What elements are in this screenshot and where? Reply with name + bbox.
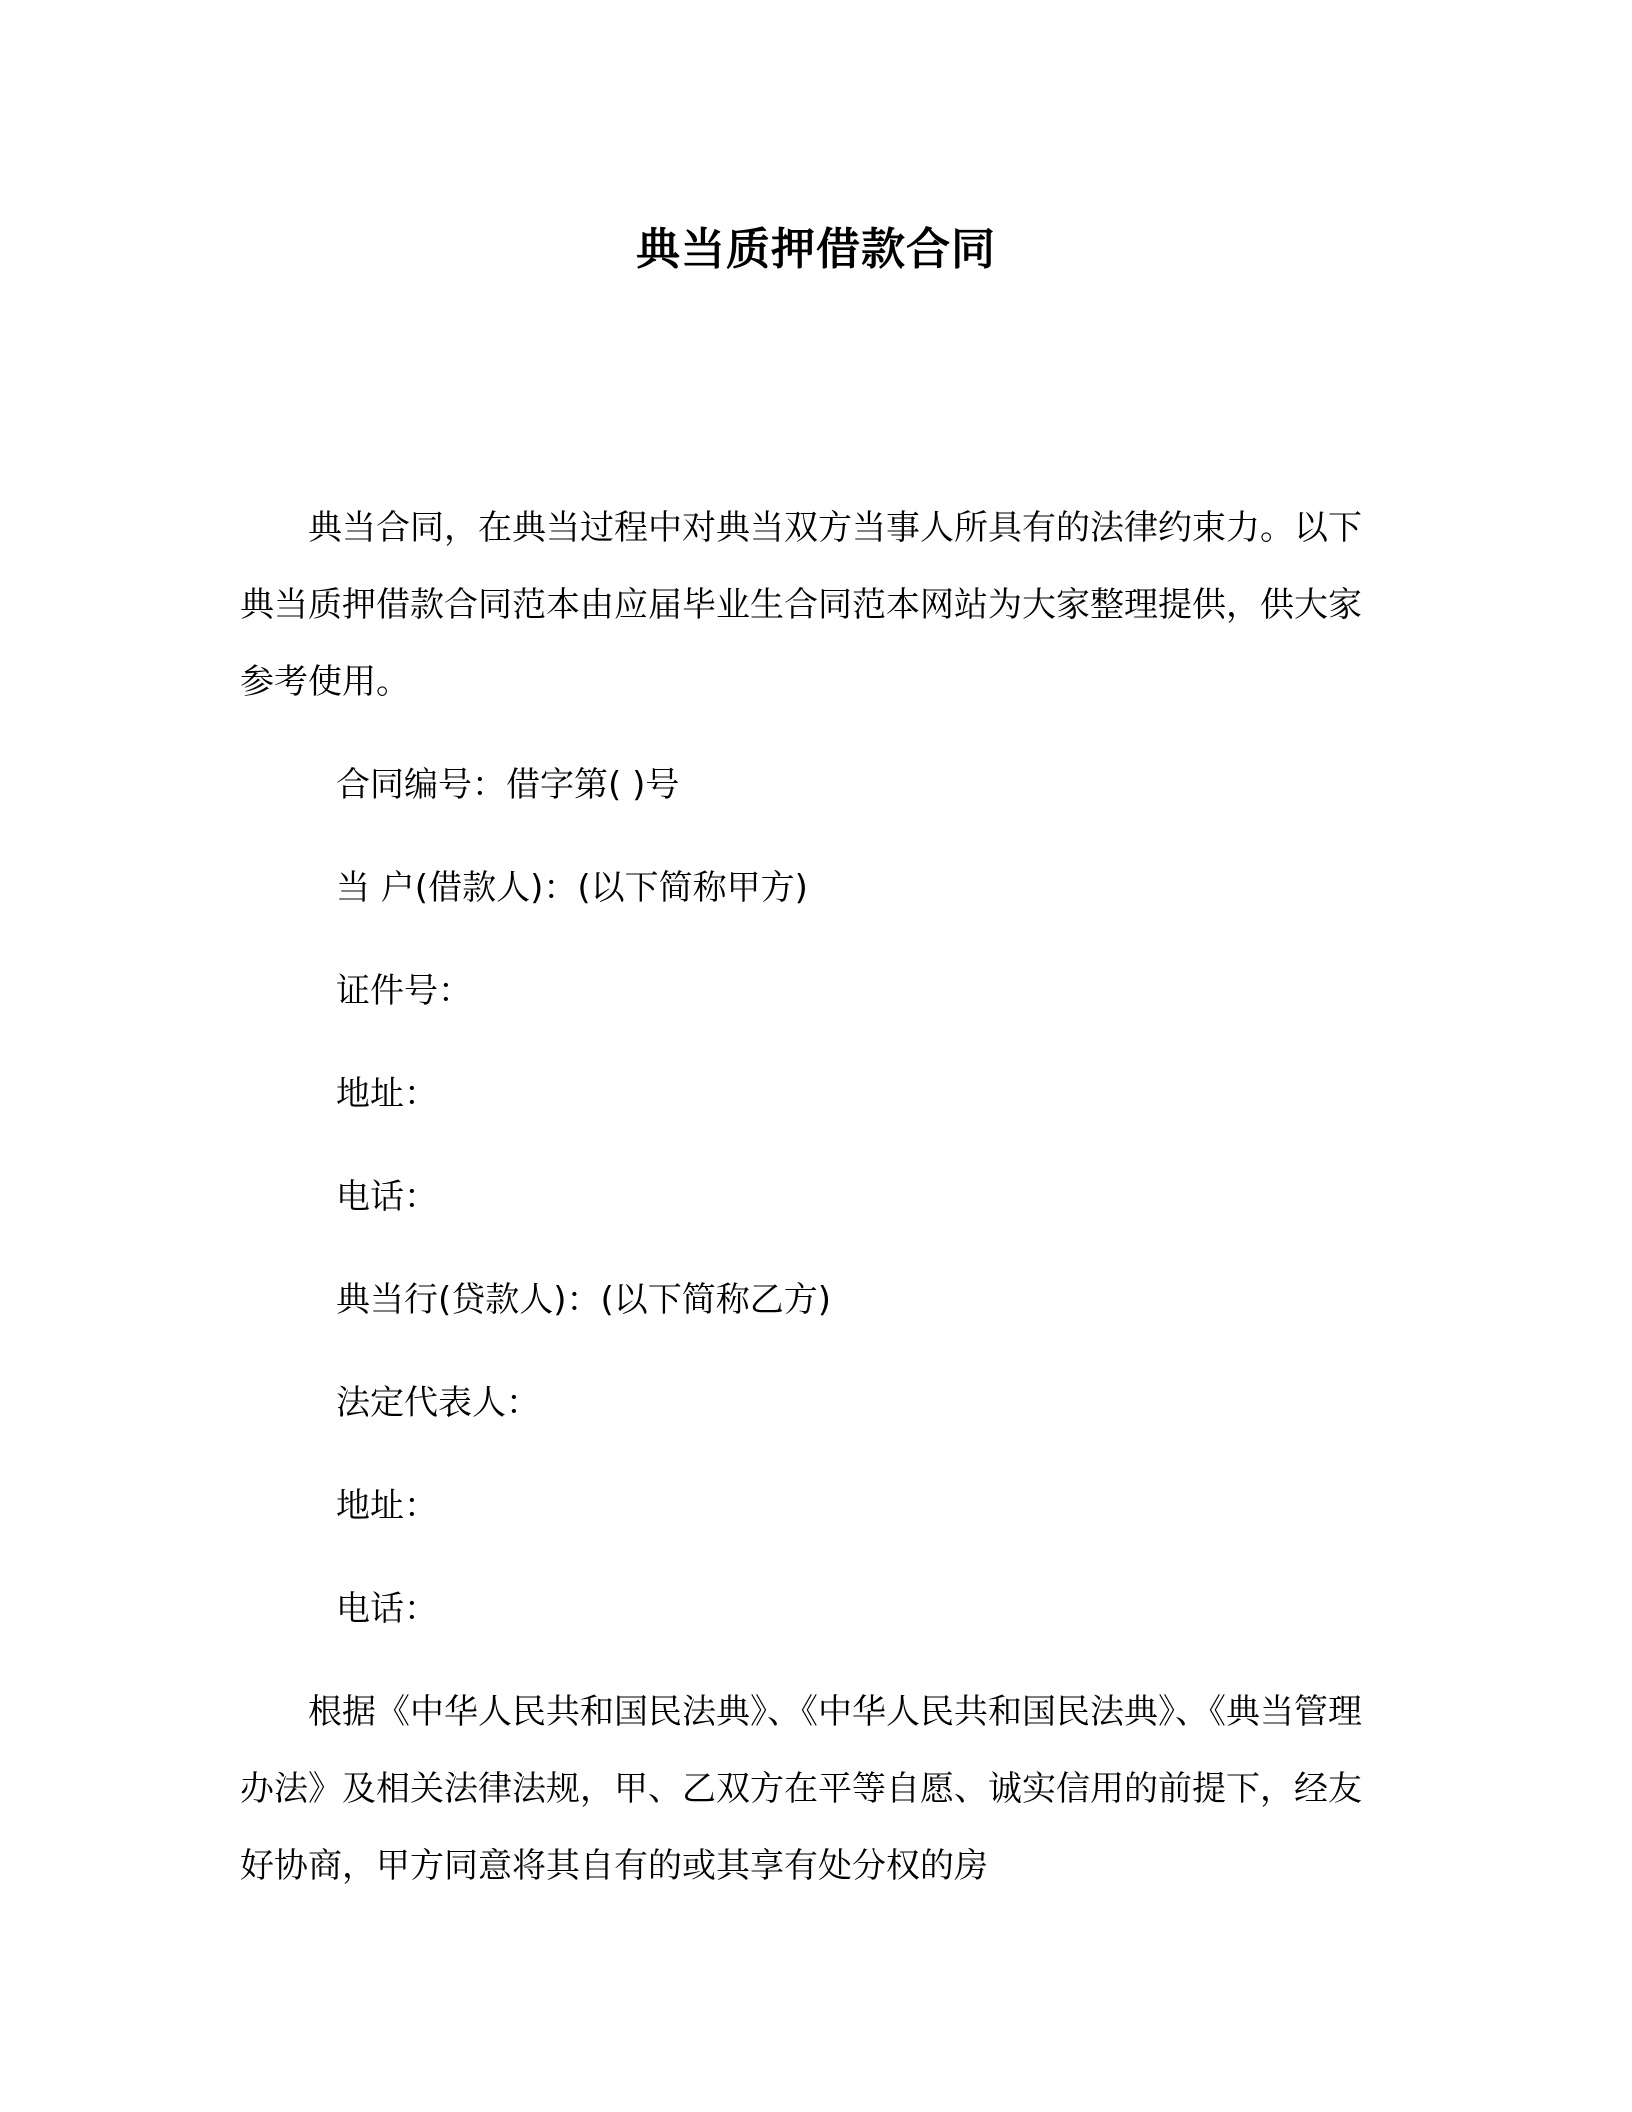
borrower-id-field: 证件号： (336, 971, 472, 1011)
document-body (240, 490, 1370, 1905)
borrower-phone-field: 电话： (336, 1177, 438, 1217)
lender-address-field: 地址： (336, 1486, 438, 1526)
legal-representative-field: 法定代表人： (336, 1383, 540, 1423)
lender-field: 典当行(贷款人)：(以下简称乙方) (336, 1280, 832, 1320)
legal-basis-paragraph: 根据《中华人民共和国民法典》、《中华人民共和国民法典》、《典当管理办法》及相关法律法规，甲、乙双方在平等自愿、诚实信用的前提下，经友好协商，甲方同意将其自有的或其享有处分权的房 (240, 1692, 1362, 1886)
borrower-address-field: 地址： (336, 1074, 438, 1114)
contract-number-field: 合同编号：借字第( )号 (336, 765, 680, 805)
borrower-field: 当 户(借款人)：(以下简称甲方) (336, 868, 808, 908)
intro-paragraph: 典当合同，在典当过程中对典当双方当事人所具有的法律约束力。以下典当质押借款合同范本由应届毕业生合同范本网站为大家整理提供，供大家参考使用。 (240, 508, 1362, 702)
document-title: 典当质押借款合同 (636, 224, 996, 275)
lender-phone-field: 电话： (336, 1589, 438, 1629)
